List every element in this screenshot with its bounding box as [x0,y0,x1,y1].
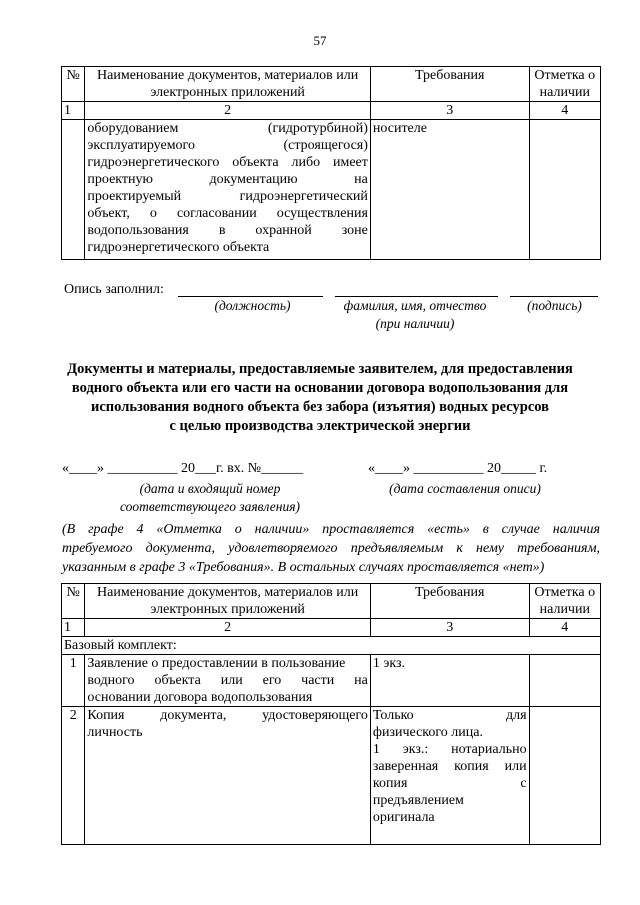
name-line: личность [87,725,143,740]
requirement-line: 1 экз. [372,656,406,671]
cell-no-empty [62,120,85,260]
note-line: (В графе 4 «Отметка о наличии» проставляется «есть» в случае наличия [62,522,600,537]
requirement-line: Только для [372,708,527,723]
position-caption: (должность) [214,298,291,313]
mark-cell [529,655,600,707]
signature-caption: (подпись) [527,298,582,313]
fio-line [335,296,498,297]
header-requirements: Требования [370,584,529,619]
position-line [178,296,323,297]
column-number-2: 2 [85,619,370,637]
table-row [62,655,601,707]
name-line: водопользования в охранной зоне [87,223,368,238]
inventory-date-caption: (дата составления описи) [389,481,541,496]
header-no: № [62,67,85,102]
fio-note: (при наличии) [375,316,455,331]
requirement-line: оригинала [372,810,435,825]
column-number-4: 4 [529,619,600,637]
incoming-date-line: «____» __________ 20___г. вх. №______ [62,461,304,476]
column-number-3: 3 [370,102,529,120]
requirement-line: 1 экз.: нотариально [372,742,527,757]
name-line: проектную документацию на [87,172,368,187]
title-line: водного объекта или его части на основании договора водопользования для [71,380,569,396]
requirement-line: копия с [372,776,527,791]
column-number-1: 1 [62,102,85,120]
name-line: оборудованием (гидротурбиной) [87,121,368,136]
section-row-base-kit: Базовый комплект: [62,637,601,655]
requirement-cell: носителе [370,120,529,260]
name-line: эксплуатируемого (строящегося) [87,138,368,153]
title-line: использования водного объекта без забора (изъятия) водных ресурсов [90,399,549,415]
name-line: проектируемый гидроэнергетический [87,189,368,204]
requirement-line: заверенная копия или [372,759,527,774]
mark-cell [529,707,600,845]
document-name-cell [85,120,370,260]
name-line: гидроэнергетического объекта либо имеет [87,155,368,170]
instruction-note [62,520,600,577]
requirement-cell [370,707,529,845]
document-name-cell [85,655,370,707]
section-title [40,360,600,436]
column-number-3: 3 [370,619,529,637]
header-name: Наименование документов, материалов или электронных приложений [85,67,370,102]
title-line: с целью производства электрической энергии [169,418,471,434]
row-number: 2 [62,707,85,845]
name-line: Копия документа, удостоверяющего [87,708,368,723]
header-requirements: Требования [370,67,529,102]
name-line: гидроэнергетического объекта [87,240,270,255]
table-row [62,707,601,845]
requirement-line: физического лица. [372,725,483,740]
documents-table [61,583,601,845]
note-line: требуемого документа, удовлетворяемого предъявляемым к нему требованиям, [62,541,600,556]
documents-table-continuation [61,66,601,260]
name-line: водного объекта или его части на [87,673,368,688]
note-line: указанным в графе 3 «Требования». В остальных случаях проставляется «нет») [62,560,545,575]
row-number: 1 [62,655,85,707]
requirement-line: предъявлением [372,793,464,808]
name-line: объект, о согласовании осуществления [87,206,368,221]
header-mark: Отметка о наличии [529,584,600,619]
signature-line [510,296,598,297]
header-name: Наименование документов, материалов или электронных приложений [85,584,370,619]
incoming-date-caption: (дата и входящий номер соответствующего заявления) [120,481,300,514]
page-number: 57 [313,33,327,48]
column-number-4: 4 [529,102,600,120]
fio-caption: фамилия, имя, отчество [343,298,487,313]
name-line: основании договора водопользования [87,690,313,705]
name-line: Заявление о предоставлении в пользование [87,656,346,671]
document-name-cell [85,707,370,845]
column-number-2: 2 [85,102,370,120]
mark-cell [529,120,600,260]
signed-by-label: Опись заполнил: [64,282,164,297]
requirement-cell [370,655,529,707]
header-no: № [62,584,85,619]
header-mark: Отметка о наличии [529,67,600,102]
inventory-date-line: «____» __________ 20_____ г. [368,461,548,476]
title-line: Документы и материалы, предоставляемые заявителем, для предоставления [67,361,573,377]
column-number-1: 1 [62,619,85,637]
